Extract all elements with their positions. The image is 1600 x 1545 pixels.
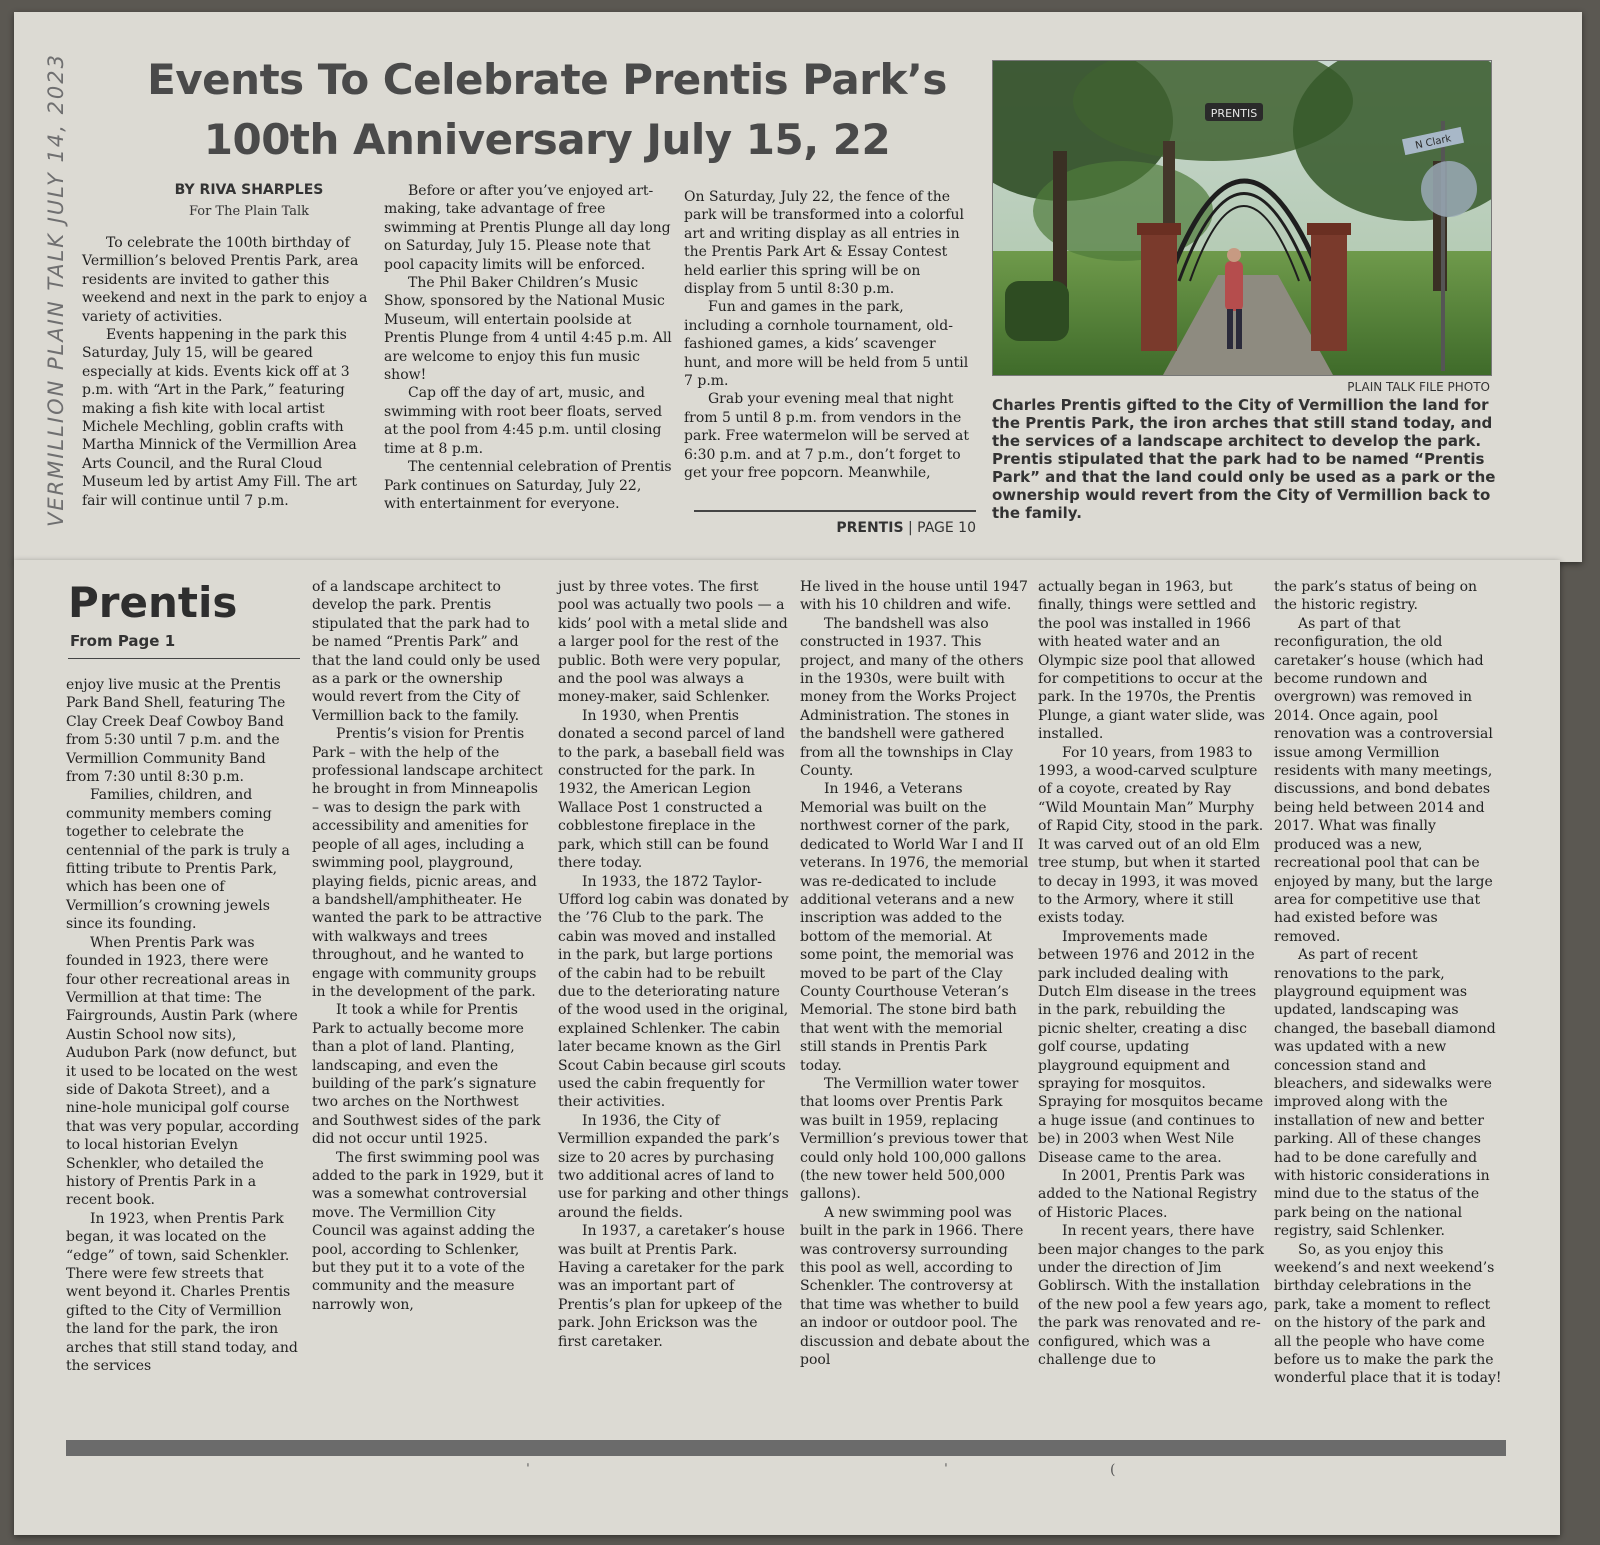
paragraph: In 1923, when Prentis Park began, it was located on the “edge” of town, said Schenkler. There were few streets that went beyond it. Charles Prentis gifted to the City of Vermillion the land for the park, the iron arches that still stand today, and the services [66, 1210, 298, 1375]
paragraph: The first swimming pool was added to the park in 1929, but it was a somewhat controversial move. The Vermillion City Council was against adding the pool, according to Schlenker, but they put it to a vote of the community and the measure narrowly won, [312, 1149, 544, 1313]
top-clipping [14, 12, 1582, 562]
from-page-label: From Page 1 [70, 632, 176, 650]
crease-mark: ˈ [944, 1462, 948, 1478]
handwritten-margin-note [26, 30, 86, 550]
paragraph: of a landscape architect to develop the park. Prentis stipulated that the park had to be named “Prentis Park” and that the land could only be used as a park or the ownership would revert from the City of Vermillion back to the family. [312, 579, 541, 724]
paragraph: In 1936, the City of Vermillion expanded the park’s size to 20 acres by purchasing two additional acres of land to use for parking and other things around the fields. [558, 1112, 789, 1221]
article-column-6 [1274, 578, 1504, 1388]
paragraph: As part of that reconfiguration, the old caretaker’s house (which had become rundown and overgrown) was removed in 2014. Once again, pool renovation was a controversial issue among Vermillion residents with many meetings, discussions, and bond debates being held between 2014 and 2017. What was finally produced was a new, recreational pool that can be enjoyed by many, but the large area for competitive use that had existed before was removed. [1274, 615, 1493, 945]
paragraph: actually began in 1963, but finally, things were settled and the pool was installed in 1966 with heated water and an Olympic size pool that allowed for competitions to occur at the park. In the 1970s, the Prentis Plunge, a giant water slide, was installed. [1038, 579, 1265, 743]
paragraph: Fun and games in the park, including a cornhole tournament, old-fashioned games, a kids’ scavenger hunt, and more will be held from 5 until 7 p.m. [684, 299, 969, 390]
paragraph: In 1933, the 1872 Taylor-Ufford log cabin was donated by the ’76 Club to the park. The cabin was moved and installed in the park, but large portions of the cabin had to be rebuilt due to the deteriorating nature of the wood used in the original, explained Schlenker. The cabin later became known as the Girl Scout Cabin because girl scouts used the cabin frequently for their activities. [558, 873, 789, 1111]
paragraph: It took a while for Prentis Park to actually become more than a plot of land. Planting, landscaping, and even the building of the park’s signature two arches on the Northwest and Southwest sides of the park did not occur until 1925. [312, 1002, 541, 1148]
paragraph: In 2001, Prentis Park was added to the National Registry of Historic Places. [1038, 1168, 1257, 1221]
paragraph: A new swimming pool was built in the park in 1966. There was controversy surrounding this pool as well, according to Schenkler. The controversy at that time was whether to build an indoor or outdoor pool. The discussion and debate about the pool [800, 1204, 1030, 1369]
paragraph: Events happening in the park this Saturday, July 15, will be geared especially at kids. Events kick off at 3 p.m. with “Art in the Park,” featuring making a fish kite with local artist Michele Mechling, goblin crafts with Martha Minnick of the Vermillion Area Arts Council, and the Rural Cloud Museum led by artist Amy Fill. The art fair will continue until 7 p.m. [82, 327, 358, 509]
photo-illustration [993, 61, 1491, 375]
jump-divider [694, 510, 976, 512]
paragraph: As part of recent renovations to the park, playground equipment was updated, landscaping was changed, the baseball diamond was updated with a new concession stand and bleachers, and sidewalks were improved along with the installation of new and better parking. All of these changes had to be done carefully and with historic considerations in mind due to the status of the park being on the national registry, said Schlenker. [1274, 947, 1496, 1240]
article-column-3 [558, 578, 790, 1351]
byline-affiliation: For The Plain Talk [188, 204, 310, 219]
article-column-2 [312, 578, 544, 1314]
crease-mark: ( [1110, 1462, 1116, 1478]
paragraph: In 1937, a caretaker’s house was built at Prentis Park. Having a caretaker for the park was an important part of Prentis’s plan for upkeep of the park. John Erickson was the first caretaker. [558, 1223, 785, 1350]
jump-line [694, 520, 976, 536]
paragraph: just by three votes. The first pool was actually two pools — a kids’ pool with a metal slide and a larger pool for the rest of the public. Both were very popular, and the pool was always a money-maker, said Schlenker. [558, 579, 788, 706]
paragraph: He lived in the house until 1947 with his 10 children and wife. [800, 579, 1028, 614]
jump-page: PAGE 10 [917, 520, 976, 536]
article-column-3 [684, 188, 974, 483]
paragraph: The Vermillion water tower that looms over Prentis Park was built in 1959, replacing Vermillion’s previous tower that could only hold 100,000 gallons (the new tower held 500,000 gallons). [800, 1075, 1029, 1203]
arch-sign-text: PRENTIS [1210, 107, 1258, 120]
paragraph: To celebrate the 100th birthday of Vermillion’s beloved Prentis Park, area residents are invited to gather this weekend and next in the park to enjoy a variety of activities. [82, 235, 368, 325]
page-bottom-bar [66, 1440, 1506, 1456]
article-column-1 [66, 676, 300, 1375]
paragraph: Before or after you’ve enjoyed art-making, take advantage of free swimming at Prentis Plunge all day long on Saturday, July 15. Please note that pool capacity limits will be enforced. [384, 183, 671, 273]
paragraph: Grab your evening meal that night from 5 until 8 p.m. from vendors in the park. Free watermelon will be served at 6:30 p.m. and at 7 p.m., don’t forget to get your free popcorn. Meanwhile, [684, 391, 969, 482]
paragraph: The centennial celebration of Prentis Park continues on Saturday, July 22, with entertainment for everyone. [384, 459, 672, 512]
bottom-clipping [14, 560, 1560, 1535]
article-column-2 [384, 182, 676, 513]
paragraph: Improvements made between 1976 and 2012 in the park included dealing with Dutch Elm disease in the trees in the park, rebuilding the picnic shelter, creating a disc golf course, updating playground equipment and spraying for mosquitos. Spraying for mosquitos became a huge issue (and continues to be) in 2003 when West Nile Disease came to the area. [1038, 928, 1264, 1166]
headline-line-2: 100th Anniversary July 15, 22 [203, 115, 891, 164]
headline-rule [68, 658, 300, 659]
article-column-4 [800, 578, 1030, 1369]
jump-headline: Prentis [68, 578, 238, 627]
crease-mark: ˈ [526, 1462, 530, 1478]
paragraph: Families, children, and community members coming together to celebrate the centennial of the park is truly a fitting tribute to Prentis Park, which has been one of Vermillion’s crowning jewels since its founding. [66, 787, 290, 933]
paragraph: the park’s status of being on the historic registry. [1274, 579, 1478, 614]
paragraph: enjoy live music at the Prentis Park Band Shell, featuring The Clay Creek Deaf Cowboy Band from 5:30 until 7 p.m. and the Vermillion Community Band from 7:30 until 8:30 p.m. [66, 677, 286, 786]
paragraph: So, as you enjoy this weekend’s and next weekend’s birthday celebrations in the park, take a moment to reflect on the history of the park and all the people who have come before us to make the park the wonderful place that it is today! [1274, 1241, 1502, 1387]
paragraph: In recent years, there have been major changes to the park under the direction of Jim Goblirsch. With the installation of the new pool a few years ago, the park was renovated and re-configured, which was a challenge due to [1038, 1223, 1268, 1369]
jump-separator: | [907, 520, 918, 536]
park-arch-photo [992, 60, 1492, 376]
paragraph: Cap off the day of art, music, and swimming with root beer floats, served at the pool from 4:45 p.m. until closing time at 8 p.m. [384, 385, 663, 457]
headline [112, 50, 982, 170]
photo-credit: PLAIN TALK FILE PHOTO [1347, 380, 1490, 394]
photo-caption: Charles Prentis gifted to the City of Vermillion the land for the Prentis Park, the iron arches that still stand today, and the services of a landscape architect to develop the park. Prentis stipulated that the park had to be named “Prentis Park” and that the land could only be used as a park or the ownership would revert from the City of Vermillion back to the family. [992, 396, 1496, 522]
paragraph: For 10 years, from 1983 to 1993, a wood-carved sculpture of a coyote, created by Ray “Wild Mountain Man” Murphy of Rapid City, stood in the park. It was carved out of an old Elm tree stump, but when it started to decay in 1993, it was moved to the Armory, where it still exists today. [1038, 744, 1264, 927]
article-column-1 [82, 234, 374, 510]
paragraph: On Saturday, July 22, the fence of the park will be transformed into a colorful art and writing display as all entries in the Prentis Park Art & Essay Contest held earlier this spring will be on display from 5 until 8:30 p.m. [684, 189, 964, 298]
paragraph: Prentis’s vision for Prentis Park – with the help of the professional landscape architect he brought in from Minneapolis – was to design the park with accessibility and amenities for people of all ages, including a swimming pool, playground, playing fields, picnic areas, and a bandshell/amphitheater. He wanted the park to be attractive with walkways and trees throughout, and he wanted to engage with community groups in the development of the park. [312, 726, 543, 1000]
paragraph: When Prentis Park was founded in 1923, there were four other recreational areas in Vermillion at that time: The Fairgrounds, Austin Park (where Austin School now sits), Audubon Park (now defunct, but it used to be located on the west side of Dakota Street), and a nine-hole municipal golf course that was very popular, according to local historian Evelyn Schenkler, who detailed the history of Prentis Park in a recent book. [66, 934, 300, 1209]
paragraph: The Phil Baker Children’s Music Show, sponsored by the National Music Museum, will entertain poolside at Prentis Plunge from 4 until 4:45 p.m. All are welcome to enjoy this fun music show! [384, 275, 672, 384]
margin-note-text: VERMILLION PLAIN TALK JULY 14, 2023 [44, 52, 68, 528]
article-column-5 [1038, 578, 1270, 1369]
jump-word: PRENTIS [836, 520, 904, 536]
street-sign-text: N Clark [1414, 133, 1453, 152]
paragraph: The bandshell was also constructed in 1937. This project, and many of the others in the 1930s, were built with money from the Works Project Administration. The stones in the bandshell were gathered from all the townships in Clay County. [800, 615, 1024, 780]
headline-line-1: Events To Celebrate Prentis Park’s [147, 55, 947, 104]
paragraph: In 1946, a Veterans Memorial was built on the northwest corner of the park, dedicated to World War I and II veterans. In 1976, the memorial was re-dedicated to include additional veterans and a new inscription was added to the bottom of the memorial. At some point, the memorial was moved to be part of the Clay County Courthouse Veteran’s Memorial. The stone bird bath that went with the memorial still stands in Prentis Park today. [800, 781, 1029, 1074]
byline: BY RIVA SHARPLES [174, 182, 324, 198]
paragraph: In 1930, when Prentis donated a second parcel of land to the park, a baseball field was constructed for the park. In 1932, the American Legion Wallace Post 1 constructed a cobblestone fireplace in the park, which still can be found there today. [558, 707, 785, 872]
